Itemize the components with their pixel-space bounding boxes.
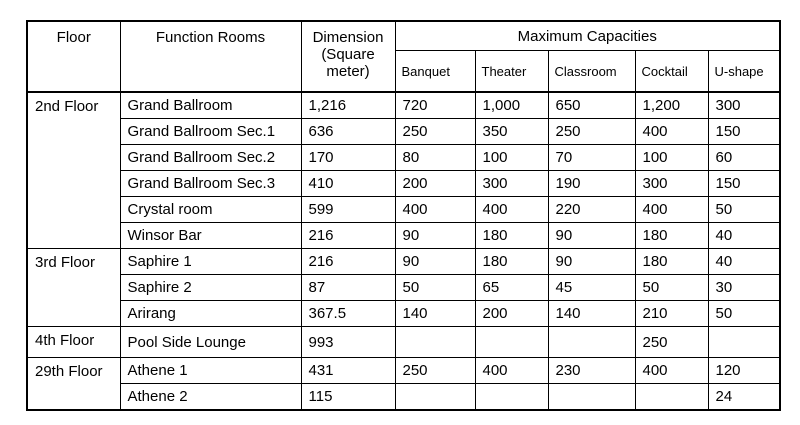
table-row [27, 171, 780, 197]
capacity-cell: 45 [548, 275, 635, 301]
room-name-cell: Grand Ballroom Sec.2 [120, 145, 301, 171]
floor-cell: 2nd Floor [27, 92, 120, 249]
capacity-cell: 70 [548, 145, 635, 171]
capacity-cell: 50 [708, 301, 780, 327]
capacity-cell: 24 [708, 384, 780, 411]
room-name-cell: Saphire 2 [120, 275, 301, 301]
capacity-cell: 220 [548, 197, 635, 223]
capacity-cell: 50 [708, 197, 780, 223]
room-name-cell: Winsor Bar [120, 223, 301, 249]
dimension-cell: 431 [301, 358, 395, 384]
capacity-cell: 100 [475, 145, 548, 171]
capacity-cell: 250 [548, 119, 635, 145]
capacity-type-header: Cocktail [635, 51, 708, 93]
dimension-cell: 599 [301, 197, 395, 223]
dimension-cell: 636 [301, 119, 395, 145]
capacity-cell: 180 [475, 223, 548, 249]
capacity-cell: 200 [395, 171, 475, 197]
room-name-cell: Grand Ballroom [120, 92, 301, 119]
dimension-cell: 367.5 [301, 301, 395, 327]
dimension-cell: 410 [301, 171, 395, 197]
room-name-cell: Arirang [120, 301, 301, 327]
capacity-cell: 100 [635, 145, 708, 171]
dimension-header: Dimension (Square meter) [301, 21, 395, 92]
capacity-cell: 300 [708, 92, 780, 119]
dimension-cell: 170 [301, 145, 395, 171]
table-row [27, 275, 780, 301]
room-name-cell: Crystal room [120, 197, 301, 223]
capacity-cell: 140 [395, 301, 475, 327]
capacity-cell: 350 [475, 119, 548, 145]
capacity-type-header: Theater [475, 51, 548, 93]
capacity-cell [395, 327, 475, 358]
table-body [27, 92, 780, 410]
capacity-cell: 65 [475, 275, 548, 301]
capacity-cell: 50 [635, 275, 708, 301]
room-name-cell: Grand Ballroom Sec.3 [120, 171, 301, 197]
max-capacities-header: Maximum Capacities [395, 21, 780, 51]
capacity-cell: 250 [395, 358, 475, 384]
table-row [27, 327, 780, 358]
room-name-cell: Pool Side Lounge [120, 327, 301, 358]
capacity-type-header: Classroom [548, 51, 635, 93]
capacity-type-header: U-shape [708, 51, 780, 93]
capacity-cell: 180 [635, 249, 708, 275]
capacity-cell: 400 [475, 358, 548, 384]
capacity-cell: 200 [475, 301, 548, 327]
capacity-cell: 140 [548, 301, 635, 327]
capacity-cell: 300 [635, 171, 708, 197]
capacity-cell: 150 [708, 171, 780, 197]
table-row [27, 301, 780, 327]
capacity-cell: 40 [708, 223, 780, 249]
capacity-cell: 30 [708, 275, 780, 301]
floor-header: Floor [27, 21, 120, 92]
capacity-cell: 80 [395, 145, 475, 171]
table-row [27, 92, 780, 119]
capacity-cell [708, 327, 780, 358]
capacity-cell: 400 [635, 119, 708, 145]
capacity-table [26, 20, 781, 411]
table-row [27, 197, 780, 223]
capacity-cell: 230 [548, 358, 635, 384]
capacity-cell: 1,000 [475, 92, 548, 119]
table-row [27, 223, 780, 249]
capacity-cell: 40 [708, 249, 780, 275]
capacity-cell: 1,200 [635, 92, 708, 119]
capacity-cell [395, 384, 475, 411]
table-header [27, 21, 780, 92]
capacity-cell: 400 [635, 197, 708, 223]
capacity-cell: 250 [635, 327, 708, 358]
capacity-cell: 120 [708, 358, 780, 384]
capacity-cell: 50 [395, 275, 475, 301]
capacity-cell: 400 [635, 358, 708, 384]
capacity-cell: 210 [635, 301, 708, 327]
dimension-cell: 216 [301, 223, 395, 249]
capacity-cell [548, 327, 635, 358]
table-row [27, 145, 780, 171]
dimension-cell: 993 [301, 327, 395, 358]
capacity-cell: 250 [395, 119, 475, 145]
capacity-cell [548, 384, 635, 411]
function-rooms-header: Function Rooms [120, 21, 301, 92]
capacity-cell [475, 327, 548, 358]
room-name-cell: Grand Ballroom Sec.1 [120, 119, 301, 145]
capacity-cell: 90 [548, 223, 635, 249]
table-row [27, 119, 780, 145]
dimension-cell: 87 [301, 275, 395, 301]
capacity-cell: 650 [548, 92, 635, 119]
capacity-cell: 60 [708, 145, 780, 171]
room-name-cell: Athene 1 [120, 358, 301, 384]
capacity-cell [635, 384, 708, 411]
capacity-type-header: Banquet [395, 51, 475, 93]
capacity-cell: 300 [475, 171, 548, 197]
room-name-cell: Saphire 1 [120, 249, 301, 275]
dimension-cell: 216 [301, 249, 395, 275]
table-row [27, 384, 780, 411]
table-row [27, 249, 780, 275]
capacity-cell: 90 [548, 249, 635, 275]
capacity-cell [475, 384, 548, 411]
capacity-cell: 190 [548, 171, 635, 197]
floor-cell: 4th Floor [27, 327, 120, 358]
table-row [27, 358, 780, 384]
capacity-cell: 400 [475, 197, 548, 223]
capacity-cell: 180 [475, 249, 548, 275]
room-name-cell: Athene 2 [120, 384, 301, 411]
floor-cell: 29th Floor [27, 358, 120, 411]
capacity-cell: 150 [708, 119, 780, 145]
dimension-cell: 115 [301, 384, 395, 411]
capacity-cell: 400 [395, 197, 475, 223]
capacity-cell: 90 [395, 249, 475, 275]
floor-cell: 3rd Floor [27, 249, 120, 327]
dimension-cell: 1,216 [301, 92, 395, 119]
capacity-cell: 720 [395, 92, 475, 119]
capacity-cell: 180 [635, 223, 708, 249]
capacity-cell: 90 [395, 223, 475, 249]
